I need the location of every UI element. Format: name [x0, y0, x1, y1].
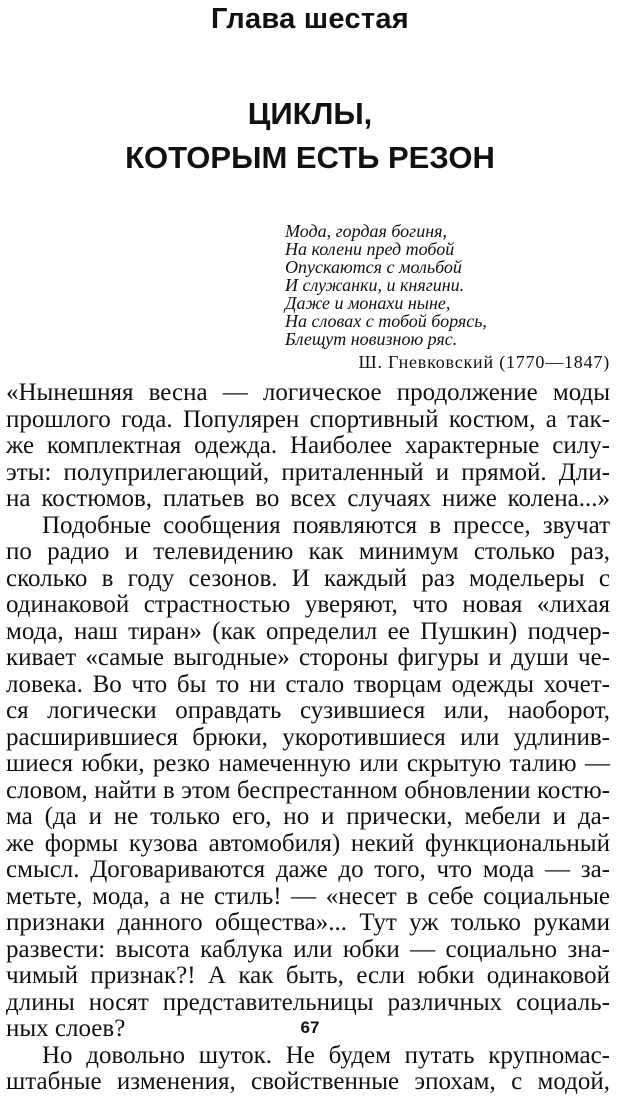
- text-line: признаки данного общества»... Тут уж только руками: [6, 909, 610, 936]
- text-line: Подобные сообщения появляются в прессе, звучат: [42, 511, 610, 539]
- text-line: Но довольно шуток. Не будем путать крупномас-: [42, 1041, 610, 1069]
- text-line: же формы кузова автомобиля) некий функциональный: [6, 829, 610, 857]
- text-line: чимый признак?! А как быть, если юбки одинаковой: [6, 962, 610, 989]
- text-line: длины носят представительницы различных социаль-: [6, 988, 610, 1016]
- page-number: 67: [300, 1018, 320, 1037]
- text-line: одинаковой страстностью уверяют, что новая «лихая: [6, 591, 610, 618]
- text-line: расширившиеся брюки, укоротившиеся или удлинив-: [6, 723, 610, 751]
- epigraph-line: Опускаются с мольбой: [285, 257, 462, 277]
- text-line: ма (да и не только его, но и прически, мебели и да-: [6, 803, 610, 830]
- epigraph-line: Блещут новизною ряс.: [285, 329, 458, 349]
- epigraph-line: На словах с тобой борясь,: [285, 311, 487, 331]
- text-line: штабные изменения, свойственные эпохам, с модой,: [6, 1068, 610, 1095]
- text-line: ловека. Во что бы то ни стало творцам одежды хочет-: [6, 670, 610, 698]
- chapter-title-line-1: ЦИКЛЫ,: [247, 96, 373, 131]
- text-line: кивает «самые выгодные» стороны фигуры и души че-: [6, 644, 610, 671]
- text-line: эты: полуприлегающий, приталенный и прямой. Дли-: [6, 458, 610, 486]
- epigraph-line: Мода, гордая богиня,: [285, 221, 447, 241]
- text-line: смысл. Договариваются даже до того, что мода — за-: [6, 856, 610, 883]
- text-line: по радио и телевидению как минимум столько раз,: [6, 538, 610, 565]
- text-line: ся логически оправдать сузившиеся или, наоборот,: [6, 697, 610, 724]
- chapter-title-line-2: КОТОРЫМ ЕСТЬ РЕЗОН: [125, 140, 495, 175]
- text-line: прошлого года. Популярен спортивный костюм, а так-: [6, 405, 610, 433]
- chapter-heading: Глава шестая: [210, 3, 410, 35]
- text-line: метьте, мода, а не стиль! — «несет в себе социальные: [6, 882, 610, 910]
- text-line: развести: высота каблука или юбки — социально зна-: [6, 935, 610, 963]
- epigraph-line: И служанки, и княгини.: [285, 275, 465, 295]
- epigraph-line: На колени пред тобой: [285, 239, 455, 259]
- text-line: ных слоев?: [6, 1015, 126, 1042]
- text-line: на костюмов, платьев во всех случаях ниже колена...»: [6, 485, 610, 512]
- text-line: шиеся юбки, резко намеченную или скрытую талию —: [6, 750, 610, 777]
- epigraph-attribution: Ш. Гневковский (1770—1847): [358, 352, 610, 372]
- body-text: [6, 380, 610, 1096]
- text-line: сколько в году сезонов. И каждый раз модельеры с: [6, 564, 610, 592]
- epigraph: [285, 222, 487, 348]
- text-line: же комплектная одежда. Наиболее характерные силу-: [6, 432, 610, 459]
- text-line: словом, найти в этом беспрестанном обновлении костю-: [6, 776, 610, 804]
- text-line: мода, наш тиран» (как определил ее Пушкин) подчер-: [6, 617, 610, 645]
- epigraph-line: Даже и монахи ныне,: [285, 293, 451, 313]
- text-line: «Нынешняя весна — логическое продолжение моды: [6, 379, 610, 406]
